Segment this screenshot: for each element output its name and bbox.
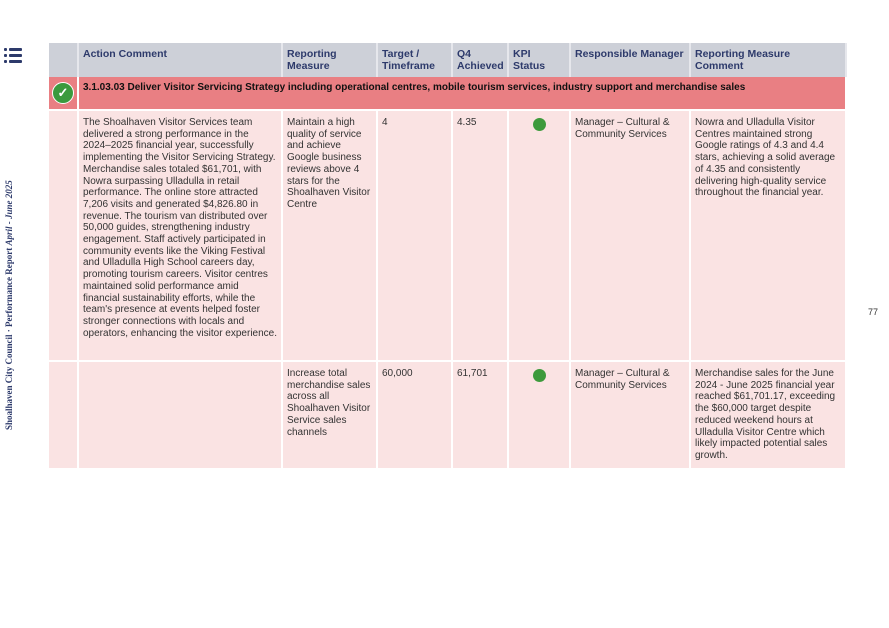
reporting-measure: Increase total merchandise sales across all Shoalhaven Visitor Service sales channels (282, 361, 377, 469)
measure-comment: Nowra and Ulladulla Visitor Centres maintained strong Google ratings of 4.3 and 4.4 stars, achieving a solid average of 4.35 and consistently delivering high-quality service throughout the financial year. (690, 110, 846, 361)
header-action-comment: Action Comment (78, 43, 282, 77)
reporting-measure: Maintain a high quality of service and achieve Google business reviews above 4 stars for the Shoalhaven Visitor Centre (282, 110, 377, 361)
page-number: 77 (868, 307, 879, 317)
q4-achieved: 4.35 (452, 110, 508, 361)
report-title: Shoalhaven City Council · Performance Report (4, 247, 14, 430)
section-title: 3.1.03.03 Deliver Visitor Servicing Strategy including operational centres, mobile tourism services, industry support and merchandise sales (78, 77, 846, 110)
header-responsible-manager: Responsible Manager (570, 43, 690, 77)
q4-achieved: 61,701 (452, 361, 508, 469)
table-row (49, 110, 846, 361)
target: 60,000 (377, 361, 452, 469)
target: 4 (377, 110, 452, 361)
report-period: April - June 2025 (4, 180, 14, 246)
header-blank (49, 43, 78, 77)
header-reporting-measure: Reporting Measure (282, 43, 377, 77)
check-circle-icon: ✓ (52, 82, 74, 104)
responsible-manager: Manager – Cultural & Community Services (570, 361, 690, 469)
kpi-status (508, 110, 570, 361)
section-status-cell (49, 77, 78, 110)
row-blank (49, 110, 78, 361)
header-row (49, 43, 846, 77)
header-measure-comment: Reporting Measure Comment (690, 43, 846, 77)
header-kpi-status: KPI Status (508, 43, 570, 77)
sidebar-report-title (4, 160, 14, 430)
header-q4-achieved: Q4 Achieved (452, 43, 508, 77)
menu-icon[interactable] (4, 48, 22, 64)
responsible-manager: Manager – Cultural & Community Services (570, 110, 690, 361)
measure-comment: Merchandise sales for the June 2024 - June 2025 financial year reached $61,701.17, exceeding the $60,000 target despite reduced weekend hours at Ulladulla Visitor Centre which likely impacted potential sales growth. (690, 361, 846, 469)
kpi-status (508, 361, 570, 469)
action-comment: The Shoalhaven Visitor Services team delivered a strong performance in the 2024–2025 financial year, successfully implementing the Visitor Servicing Strategy. Merchandise sales totaled $61,701, with Nowra surpassing Ulladulla in retail performance. The online store attracted 7,206 visits and generated $4,826.80 in revenue. The tourism van distributed over 50,000 guides, strengthening industry engagement. Staff actively participated in community events like the Viking Festival and Ulladulla High School careers day, promoting tourism careers. Visitor centres maintained solid performance amid financial sustainability efforts, while the team's presence at events helped foster stronger connections with locals and operators, enhancing the visitor experience. (78, 110, 282, 361)
status-green-dot-icon (533, 118, 546, 131)
header-target: Target / Timeframe (377, 43, 452, 77)
table-row (49, 361, 846, 469)
status-green-dot-icon (533, 369, 546, 382)
action-comment (78, 361, 282, 469)
section-row (49, 77, 846, 110)
row-blank (49, 361, 78, 469)
performance-table (49, 43, 847, 470)
